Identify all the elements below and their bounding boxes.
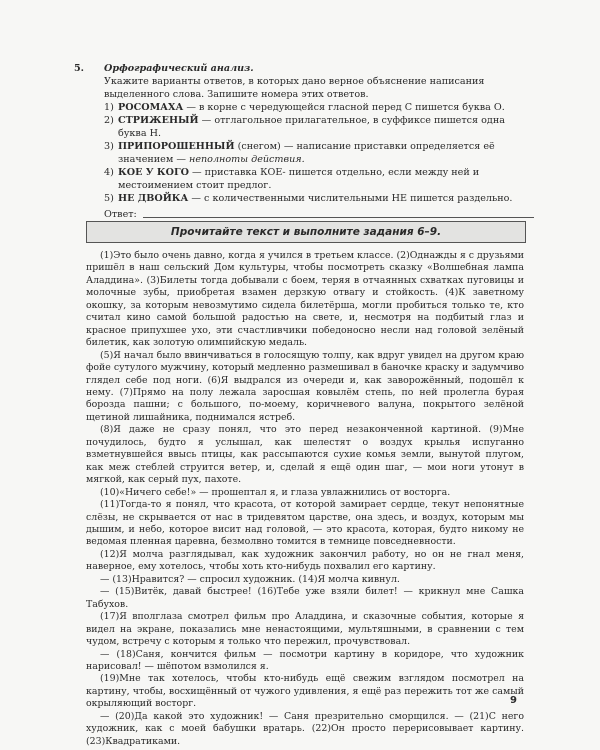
page-number: 9	[510, 695, 517, 706]
answer-option-4	[104, 166, 534, 192]
option-explanation: (снегом) — написание приставки определяется её значением —	[118, 141, 495, 165]
text-paragraph: — (13)Нравится? — спросил художник. (14)Я молча кивнул.	[100, 573, 400, 585]
answer-label: Ответ:	[104, 209, 137, 220]
text-paragraph: (19)Мне так хотелось, чтобы кто-нибудь ещё свежим взглядом посмотрел на картину, чтобы, восхищённый от чужого удивления, я ещё раз пережить тот же самый окрыляющий восторг.	[86, 673, 524, 710]
text-paragraph: (17)Я вполглаза смотрел фильм про Аладдина, и сказочные события, которые я видел на экране, показались мне ненастоящими, мультяшными, в сравнении с тем чудом, встречу с которым я только что пережил, прочувствовал.	[86, 611, 524, 648]
option-number: 5)	[104, 193, 114, 204]
option-keyword: РОСОМАХА	[118, 102, 184, 113]
text-paragraph: — (20)Да какой это художник! — Саня презрительно сморщился. — (21)С него художник, как с моей бабушки вратарь. (22)Он просто перерисовывает картину. (23)Квадратиками.	[86, 710, 524, 747]
option-number: 1)	[104, 102, 114, 113]
option-explanation: — отглагольное прилагательное, в суффиксе пишется одна буква Н.	[118, 115, 505, 139]
task-5	[74, 62, 534, 221]
option-keyword: КОЕ У КОГО	[118, 167, 189, 178]
text-paragraph: (12)Я молча разглядывал, как художник закончил работу, но он не гнал меня, наверное, ему хотелось, чтобы хоть кто-нибудь похвалил его картину.	[86, 548, 524, 573]
text-paragraph: (8)Я даже не сразу понял, что это перед незаконченной картиной. (9)Мне почудилось, будто я услышал, как шелестят о воздух крылья испуганно взметнувшейся ввысь птицы, как рассыпаются сухие комья земли, вынутой плугом, как меж стеблей струится ветер, и, сделай я ещё один шаг, — мои ноги утонут в мягкой, как серый пух, пахоте.	[86, 424, 524, 486]
option-number: 4)	[104, 167, 114, 178]
task-instruction: Укажите варианты ответов, в которых дано верное объяснение написания выделенного слова. Запишите номера этих ответов.	[104, 76, 485, 100]
reading-instruction-banner: Прочитайте текст и выполните задания 6–9.	[86, 221, 526, 243]
text-paragraph: (10)«Ничего себе!» — прошептал я, и глаза увлажнились от восторга.	[100, 486, 451, 498]
text-paragraph: — (18)Саня, кончится фильм — посмотри картину в коридоре, что художник нарисовал! — шёпотом взмолился я.	[86, 648, 524, 672]
task-title: Орфографический анализ.	[104, 63, 254, 74]
option-explanation: — приставка КОЕ- пишется отдельно, если между ней и местоимением стоит предлог.	[118, 167, 480, 191]
option-explanation: — с количественными числительными НЕ пишется раздельно.	[188, 193, 513, 204]
task-number: 5.	[74, 63, 85, 74]
option-keyword: ПРИПОРОШЕННЫЙ	[118, 141, 235, 152]
option-explanation: — в корне с чередующейся гласной перед С пишется буква О.	[183, 102, 505, 113]
reading-text	[86, 250, 524, 748]
answer-option-5	[104, 192, 534, 205]
option-keyword: СТРИЖЕНЫЙ	[118, 115, 199, 126]
option-number: 3)	[104, 141, 114, 152]
option-number: 2)	[104, 115, 114, 126]
answer-option-2	[104, 114, 534, 140]
answer-row	[104, 208, 534, 221]
text-paragraph: — (15)Витёк, давай быстрее! (16)Тебе уже взяли билет! — крикнул мне Сашка Табухов.	[86, 586, 524, 610]
text-paragraph: (1)Это было очень давно, когда я учился в третьем классе. (2)Однажды я с друзьями пришёл в наш сельский Дом культуры, чтобы посмотреть сказку «Волшебная лампа Аладдина». (3)Билеты тогда добывали с боем, теряя в отчаянных схватках пуговицы и молочные зубы, приобретая взамен дерзкую отвагу и стойкость. (4)К заветному окошку, за которым невозмутимо сидела билетёрша, могли пробиться только те, кто считал кино самой большой радостью на свете, и, несмотря на подбитый глаз и красное припухшее ухо, эти счастливчики победоносно несли над головой зелёный билетик, как золотую олимпийскую медаль.	[86, 250, 524, 349]
answer-option-1	[104, 101, 534, 114]
text-paragraph: (11)Тогда-то я понял, что красота, от которой замирает сердце, текут непонятные слёзы, не скрывается от нас в тридевятом царстве, она здесь, и воздух, которым мы дышим, и небо, которое висит над головой, — это красота, которая, будто никому не ведомая пленная царевна, безмолвно томится в темнице повседневности.	[86, 499, 524, 548]
answer-line[interactable]	[143, 208, 534, 218]
option-keyword: НЕ ДВОЙКА	[118, 193, 189, 204]
option-explanation-italic: неполноты действия.	[189, 154, 305, 165]
answer-option-3	[104, 140, 534, 166]
text-paragraph: (5)Я начал было ввинчиваться в голосящую толпу, как вдруг увидел на другом краю фойе сутулого мужчину, который медленно размешивал в баночке краску и задумчиво глядел себе под ноги. (6)Я выдрался из очереди и, как заворожённый, подошёл к нему. (7)Прямо на полу лежала заросшая ковылём степь, по ней пролегла бурая борозда пашни; с большого, по-моему, коричневого валуна, покрытого зелёной щетиной лишайника, поднимался ястреб.	[86, 349, 524, 423]
